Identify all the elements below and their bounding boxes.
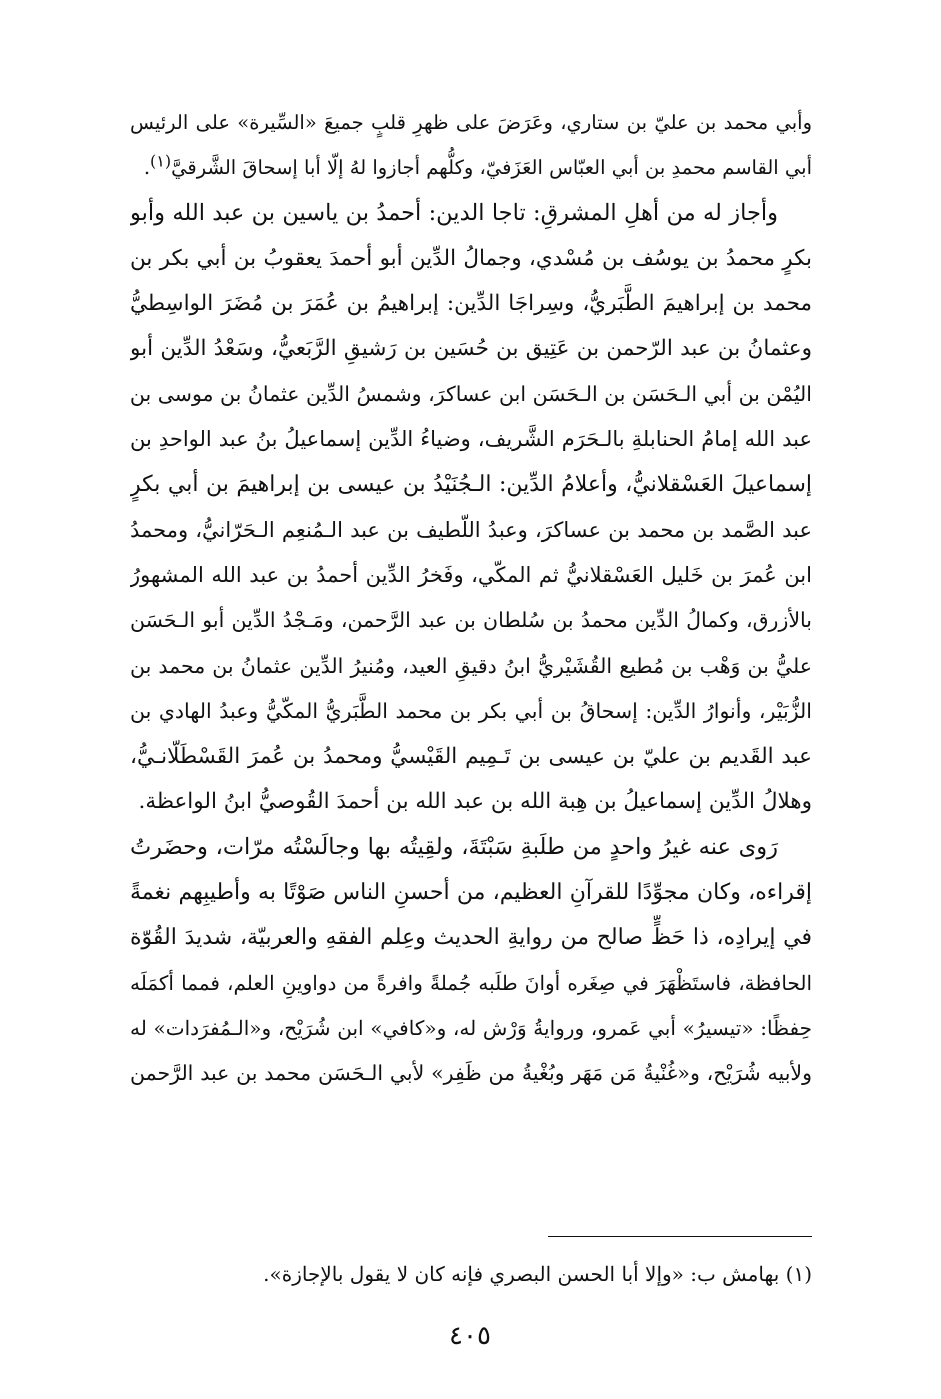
text-line: بكرٍ محمدُ بن يوسُف بن مُسْدي، وجمالُ الدِّين أبو أحمدَ يعقوبُ بن أبي بكر بن (130, 245, 812, 271)
paragraph-end: . (143, 156, 151, 180)
text-line: عبد الصَّمد بن محمد بن عساكرَ، وعبدُ اللّطيف بن عبد الـمُنعِم الـحَرّانيُّ، ومحمدُ (130, 517, 812, 542)
text-line: عبد القَديم بن عليّ بن عيسى بن تَـمِيم القَيْسيُّ ومحمدُ بن عُمرَ القَسْطَلّانـيُّ، (130, 744, 812, 770)
text-line: إسماعيلَ العَسْقلانيُّ، وأعلامُ الدِّين: الـجُنَيْدُ بن عيسى بن إبراهيمَ بن أبي بكرٍ (130, 472, 812, 498)
text-line: في إيرادِه، ذا حَظٍّ صالح من روايةِ الحديث وعِلم الفقهِ والعربيّة، شديدَ القُوّة (130, 925, 812, 951)
footnote-divider (548, 1236, 812, 1237)
text-line: وعثمانُ بن عبد الرّحمن بن عَتِيق بن حُسَين بن رَشيقِ الرَّبَعيُّ، وسَعْدُ الدِّين أبو (130, 336, 812, 362)
text-line: حِفظًا: «تيسيرُ» أبي عَمرو، وروايةُ وَرْش له، و«كافي» ابن شُرَيْح، و«الـمُفرَدات» له (130, 1015, 812, 1040)
text-line (130, 145, 812, 190)
page-number: ٤٠٥ (449, 1321, 491, 1351)
text-line: محمد بن إبراهيمَ الطَّبَريُّ، وسِراجَا الدِّين: إبراهيمُ بن عُمَرَ بن مُضَرَ الواسِطيُّ (130, 291, 812, 317)
text-line: بالأزرق، وكمالُ الدِّين محمدُ بن سُلطان بن عبد الرَّحمن، ومَـجْدُ الدِّين أبو الـحَسَن (130, 608, 812, 633)
text-line: رَوى عنه غيرُ واحدٍ من طلَبةِ سَبْتَةَ، ولقِيتُه بها وجالَسْتُه مرّات، وحضَرتُ (130, 833, 778, 860)
text-line: وأبي محمد بن عليّ بن ستاري، وعَرَضَ على ظهرِ قلبٍ جميعَ «السِّيرة» على الرئيس (130, 111, 812, 134)
text-line-content: أبي القاسم محمدِ بن أبي العبّاس العَزَفيّ، وكلُّهم أجازوا لهُ إلّا أبا إسحاقَ الشَّرقيَّ (171, 156, 812, 180)
footnote: (١) بهامش ب: «وإلا أبا الحسن البصري فإنه كان لا يقول بالإجازة». (263, 1262, 812, 1286)
text-line: الزُّبَيْر، وأنوارُ الدِّين: إسحاقُ بن أبي بكر بن محمد الطَّبَريُّ المكّيُّ وعبدُ الهادي بن (130, 698, 812, 723)
text-line: وأجاز له من أهلِ المشرقِ: تاجا الدين: أحمدُ بن ياسين بن عبد الله وأبو (130, 199, 778, 226)
text-line: وهلالُ الدِّين إسماعيلُ بن هِبة الله بن عبد الله بن أحمدَ القُوصيُّ ابنُ الواعظة. (138, 789, 812, 815)
body-text (130, 100, 812, 1097)
text-line: الحافظة، فاستَظْهَرَ في صِغَره أوانَ طلَبه جُملةً وافرةً من دواوينِ العلم، فمما أكمَلَه (130, 970, 812, 995)
text-line: عبد الله إمامُ الحنابلةِ بالـحَرَم الشَّريف، وضياءُ الدِّين إسماعيلُ بنُ عبد الواحدِ بن (130, 427, 812, 452)
text-line: عليُّ بن وَهْب بن مُطيع القُشَيْريُّ ابنُ دقيقِ العيد، ومُنيرُ الدِّين عثمانُ بن محمد بن (130, 653, 812, 678)
text-line: اليُمْن بن أبي الـحَسَن بن الـحَسَن ابن عساكرَ، وشمسُ الدِّين عثمانُ بن موسى بن (130, 381, 812, 406)
footnote-marker: (١) (150, 151, 172, 171)
text-line: ولأبيه شُرَيْح، و«غُنْيةُ مَن مَهَر وبُغْيةُ من ظَفِر» لأبي الـحَسَن محمد بن عبد الرَّحمن (130, 1061, 812, 1086)
text-line: إقراءه، وكان مجوِّدًا للقرآنِ العظيم، من أحسنِ الناس صَوْتًا به وأطيبِهم نغمةً (130, 880, 812, 906)
text-line: ابن عُمرَ بن خَليل العَسْقلانيُّ ثم المكّي، وفَخرُ الدِّين أحمدُ بن عبد الله المشهورُ (130, 562, 812, 587)
